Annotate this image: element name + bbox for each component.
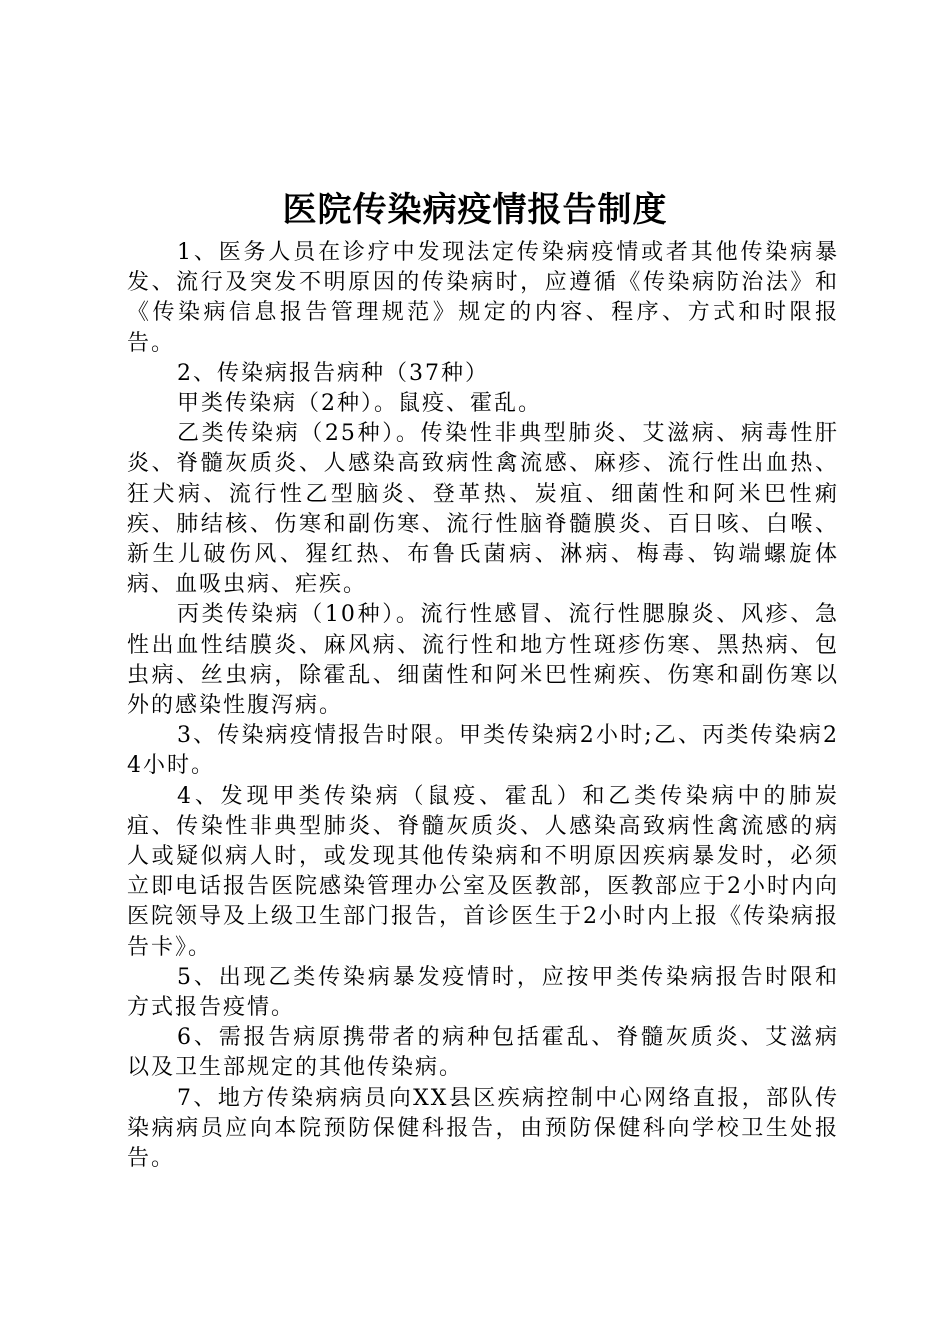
paragraph-outbreak-reporting: 5、出现乙类传染病暴发疫情时，应按甲类传染病报告时限和方式报告疫情。: [127, 964, 839, 1021]
paragraph-class-c: 丙类传染病（10种）。流行性感冒、流行性腮腺炎、风疹、急性出血性结膜炎、麻风病、流行性和地方性斑疹伤寒、黑热病、包虫病、丝虫病，除霍乱、细菌性和阿米巴性痢疾、伤寒和副伤寒以外的感染性腹泻病。: [127, 602, 839, 719]
paragraph-reporting-obligation: 1、医务人员在诊疗中发现法定传染病疫情或者其他传染病暴发、流行及突发不明原因的传染病时，应遵循《传染病防治法》和《传染病信息报告管理规范》规定的内容、程序、方式和时限报告。: [127, 240, 839, 356]
paragraph-class-b: 乙类传染病（25种）。传染性非典型肺炎、艾滋病、病毒性肝炎、脊髓灰质炎、人感染高致病性禽流感、麻疹、流行性出血热、狂犬病、流行性乙型脑炎、登革热、炭疽、细菌性和阿米巴性痢疾、肺结核、伤寒和副伤寒、流行性脑脊髓膜炎、百日咳、白喉、新生儿破伤风、猩红热、布鲁氏菌病、淋病、梅毒、钩端螺旋体病、血吸虫病、疟疾。: [127, 421, 839, 598]
paragraph-time-limits: 3、传染病疫情报告时限。甲类传染病2小时;乙、丙类传染病24小时。: [127, 723, 839, 779]
paragraph-carrier-reporting: 6、需报告病原携带者的病种包括霍乱、脊髓灰质炎、艾滋病以及卫生部规定的其他传染病。: [127, 1025, 839, 1081]
document-body: [127, 238, 839, 1174]
paragraph-urgent-reporting: 4、发现甲类传染病（鼠疫、霍乱）和乙类传染病中的肺炭疽、传染性非典型肺炎、脊髓灰质炎、人感染高致病性禽流感的病人或疑似病人时，或发现其他传染病和不明原因疾病暴发时，必须立即电话报告医院感染管理办公室及医教部，医教部应于2小时内向医院领导及上级卫生部门报告，首诊医生于2小时内上报《传染病报告卡》。: [127, 783, 839, 960]
paragraph-class-a: 甲类传染病（2种）。鼠疫、霍乱。: [177, 391, 542, 417]
paragraph-reporting-channels: 7、地方传染病病员向XX县区疾病控制中心网络直报，部队传染病病员应向本院预防保健科报告，由预防保健科向学校卫生处报告。: [127, 1085, 839, 1172]
document-title: 医院传染病疫情报告制度: [282, 190, 668, 230]
paragraph-disease-categories: 2、传染病报告病种（37种）: [177, 360, 489, 386]
